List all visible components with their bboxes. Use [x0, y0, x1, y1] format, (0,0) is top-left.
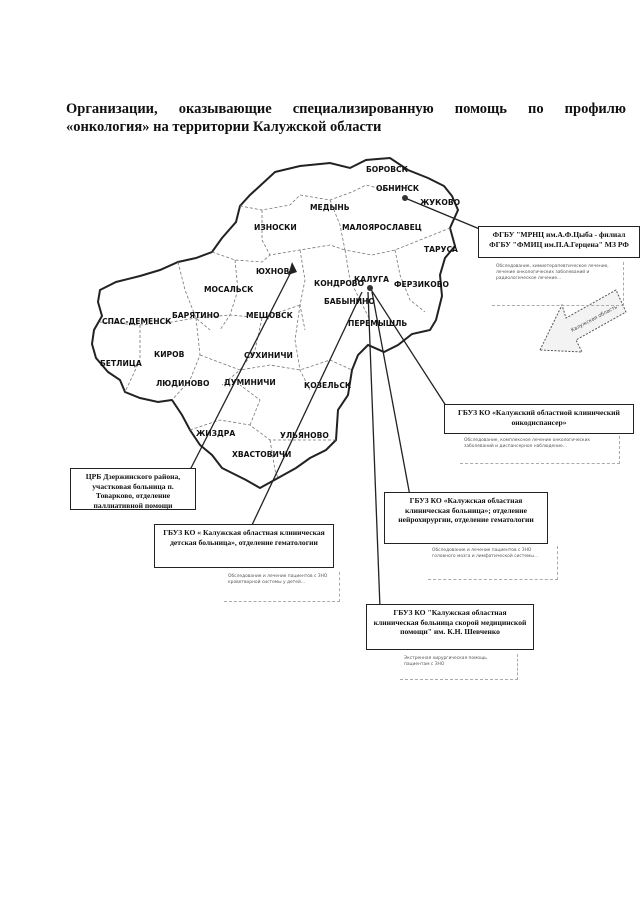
district-label: КАЛУГА [354, 275, 389, 284]
district-label: МЕДЫНЬ [310, 203, 350, 212]
org-box-childrens-hospital [154, 524, 334, 568]
district-label: ЖИЗДРА [196, 429, 236, 438]
title-word: специализированную [292, 101, 434, 117]
district-label: МАЛОЯРОСЛАВЕЦ [342, 223, 422, 232]
district-label: ПЕРЕМЫШЛЬ [348, 319, 408, 328]
org-note: Обследование и лечение пациентов с ЗНО кроветворной системы у детей... [224, 572, 340, 602]
org-note: Экстренная хирургическая помощь пациентам с ЗНО [400, 654, 518, 680]
kaluga-marker [367, 285, 373, 291]
org-name: ЦРБ Дзержинского района, участковая больница п. Товарково, отделение паллиативной помощи [85, 472, 181, 510]
org-name: ГБУЗ КО "Калужская областная клиническая больница скорой медицинской помощи" им. К.Н. Шевченко [373, 608, 527, 636]
district-label: КОЗЕЛЬСК [304, 381, 352, 390]
district-label: БАБЫНИНО [324, 297, 375, 306]
org-box-regional-hospital [384, 492, 548, 544]
district-label: ЛЮДИНОВО [156, 379, 210, 388]
district-label: СПАС-ДЕМЕНСК [102, 317, 172, 326]
district-label: ХВАСТОВИЧИ [232, 450, 292, 459]
district-label: ТАРУСА [424, 245, 458, 254]
org-box-emergency-hospital [366, 604, 534, 650]
district-label: БОРОВСК [366, 165, 408, 174]
org-name: ГБУЗ КО «Калужский областной клинический онкодиспансер» [458, 408, 620, 427]
title-word: по [528, 101, 544, 117]
arrow-caption: Калужская область [570, 304, 619, 334]
title-word: Организации, [66, 101, 158, 117]
district-label: СУХИНИЧИ [244, 351, 293, 360]
district-label: БЕТЛИЦА [100, 359, 142, 368]
district-label: УЛЬЯНОВО [280, 431, 329, 440]
org-name: ГБУЗ КО «Калужская областная клиническая больница»; отделение нейрохирургии, отделение гематологии [398, 496, 534, 524]
org-box-oncodispanser [444, 404, 634, 434]
district-label: КОНДРОВО [314, 279, 365, 288]
district-label: БАРЯТИНО [172, 311, 220, 320]
obninsk-marker [402, 195, 408, 201]
district-label: ИЗНОСКИ [254, 223, 297, 232]
title-word: оказывающие [178, 101, 272, 117]
district-label: ДУМИНИЧИ [224, 378, 276, 387]
org-note: Обследование и лечение пациентов с ЗНО головного мозга и лимфатической системы... [428, 546, 558, 580]
district-label: ОБНИНСК [376, 184, 420, 193]
title-line-2: «онкология» на территории Калужской области [66, 119, 382, 135]
district-label: МЕЩОВСК [246, 311, 293, 320]
district-label: ЖУКОВО [420, 198, 461, 207]
org-box-mrnc [478, 226, 640, 258]
org-note: Обследование, химиотерапевтическое лечение, лечение онкологических заболеваний и радиологическое лечение... [492, 262, 624, 306]
title-word: профилю [564, 101, 626, 117]
title-word: помощь [454, 101, 507, 117]
district-label: МОСАЛЬСК [204, 285, 254, 294]
org-note: Обследование, комплексное лечение онкологических заболеваний и диспансерное наблюдение... [460, 436, 620, 464]
org-name: ФГБУ "МРНЦ им.А.Ф.Цыба - филиал ФГБУ "ФМИЦ им.П.А.Герцена" МЗ РФ [489, 230, 629, 249]
district-label: ЮХНОВ [256, 267, 290, 276]
org-name: ГБУЗ КО « Калужская областная клиническая детская больница», отделение гематологии [163, 528, 325, 547]
district-label: ФЕРЗИКОВО [394, 280, 449, 289]
org-box-crb-dzerzhinsky [70, 468, 196, 510]
district-label: КИРОВ [154, 350, 185, 359]
